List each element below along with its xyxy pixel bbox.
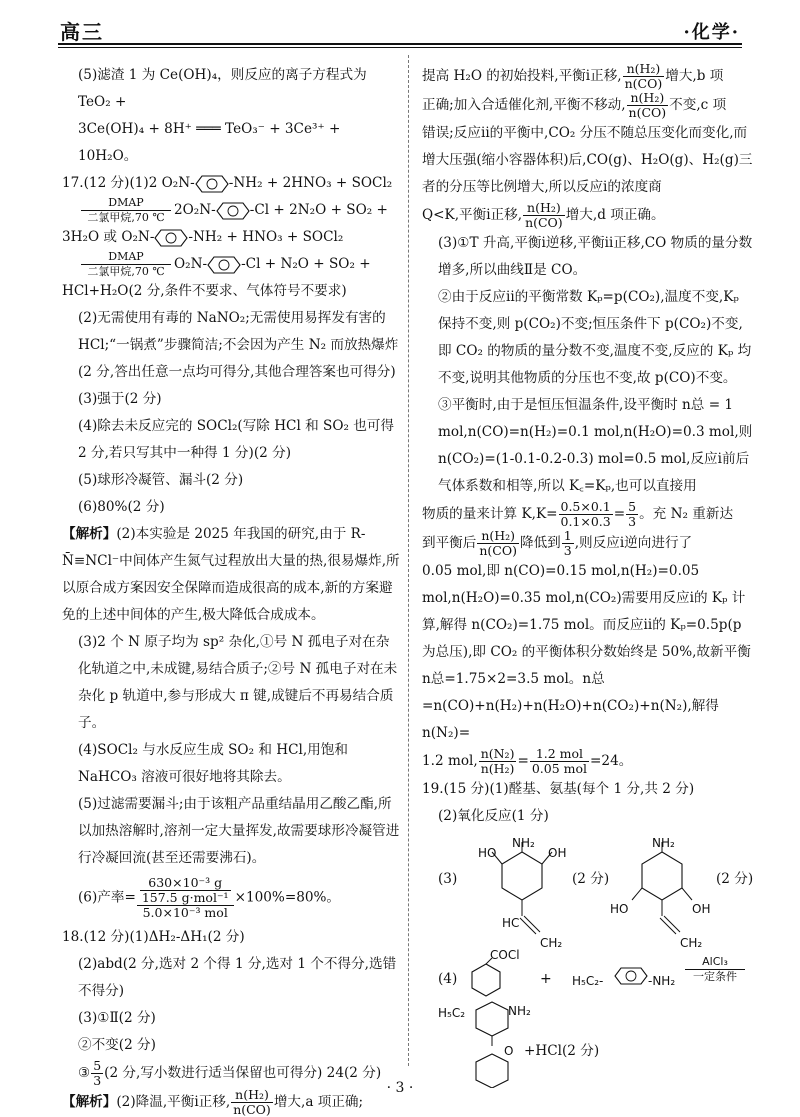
benzene-ring-icon xyxy=(154,228,188,248)
q18-3-analysis-1: (3)①T 升高,平衡ⅰ逆移,平衡ⅱ正移,CO 物质的量分数增多,所以曲线Ⅱ是 CO。 xyxy=(438,235,753,278)
q19-3-label: (3) xyxy=(438,871,458,887)
q18-3b: ②不变(2 分) xyxy=(78,1037,156,1053)
q18-analysis: 【解析】(2)降温,平衡ⅰ正移, $\frac{\text{n(H₂)}}{n(CO)}$ 增大,a 项正确; xyxy=(62,1087,364,1117)
q17-head-tail: -NH₂ + 2HNO₃ + SOCl₂ xyxy=(228,175,393,191)
q17-analysis-5: (5)过滤需要漏斗;由于该粗产品重结晶用乙酸乙酯,所以加热溶解时,溶剂一定大量挥发,故需要球形冷凝管进行冷凝回流(甚至还需要沸石)。 xyxy=(78,796,400,866)
q17-eq2-reactants: 3H₂O 或 O₂N- -NH₂ + HNO₃ + SOCl₂ xyxy=(62,224,400,251)
r-line3: 错误;反应ⅱ的平衡中,CO₂ 分压不随总压变化而变化,而增大压强(缩小容器体积)后,CO(g)、H₂O(g)、H₂(g)三者的分压等比例增大,所以反应ⅰ的浓度商 xyxy=(422,125,753,195)
benzene-ring-icon xyxy=(195,174,229,194)
header-rule-thin xyxy=(58,47,742,48)
q18-3c: ③ $\frac{5}{3}$ (2 分,写小数进行适当保留也可得分) 24(2 分) xyxy=(78,1058,382,1088)
r-line8: 物质的量来计算 K,K= $\frac{0.5\times 0.1}{0.1\times 0.3}$ = $\frac{5}{3}$ 。充 N₂ 重新达 xyxy=(422,499,734,529)
q17-eq-note: HCl+H₂O(2 分,条件不要求、气体符号不要求) xyxy=(62,283,347,299)
yield-fraction: $\frac{\frac{\text{630×10⁻³ g}}{\text{157.5 g·mol⁻¹}}}{\text{5.0×10⁻³ mol}}$ xyxy=(137,876,234,920)
q17-analysis-4: (4)SOCl₂ 与水反应生成 SO₂ 和 HCl,用饱和 NaHCO₃ 溶液可很好地将其除去。 xyxy=(78,742,348,785)
page-header xyxy=(60,12,740,42)
r-line4: Q<K,平衡ⅰ正移, $\frac{\text{n(H₂)}}{n(CO)}$ 增大,d 项正确。 xyxy=(422,200,665,230)
column-divider xyxy=(408,55,409,1066)
q18-3-analysis-3: ③平衡时,由于是恒压恒温条件,设平衡时 n总 = 1 mol,n(CO)=n(H₂)=0.1 mol,n(H₂O)=0.3 mol,则 n(CO₂)=(1-0.1-0.2-0.3) mol=0.5 mol,反应ⅰ前后气体系数和相等,所以 K꜀=Kₚ,也可以直接用 xyxy=(438,397,753,494)
q17-2: (2)无需使用有毒的 NaNO₂;无需使用易挥发有害的 HCl;“一锅煮”步骤简洁;不会因为产生 N₂ 而放热爆炸(2 分,答出任意一点均可得分,其他合理答案也可得分) xyxy=(78,310,399,380)
reaction-arrow-2: DMAP 二氯甲烷,70 ℃ xyxy=(81,251,171,278)
q16-5-line2: 3Ce(OH)₄ + 8H⁺ ═══ TeO₃⁻ + 3Ce³⁺ + 10H₂O。 xyxy=(78,121,341,164)
q17-eq2-products: DMAP 二氯甲烷,70 ℃ O₂N- -Cl + N₂O + SO₂ + xyxy=(62,251,400,278)
q17-eq1-reactants xyxy=(62,170,400,197)
q17-eq1-products: DMAP 二氯甲烷,70 ℃ 2O₂N- -Cl + 2N₂O + SO₂ + xyxy=(62,197,400,224)
q17-head: 17.(12 分)(1)2 O₂N- xyxy=(62,175,195,191)
q17-6: (6)80%(2 分) xyxy=(78,499,165,515)
q16-5-line1: (5)滤渣 1 为 Ce(OH)₄，则反应的离子方程式为 TeO₂ + xyxy=(78,67,367,110)
q18-2: (2)abd(2 分,选对 2 个得 1 分,选对 1 个不得分,选错不得分) xyxy=(78,956,397,999)
q17-5: (5)球形冷凝管、漏斗(2 分) xyxy=(78,472,244,488)
q19-3-structures: (3) NH₂ HO OH HC CH₂ (2 分) NH₂ HO OH CH₂ (2 分) xyxy=(422,830,756,948)
q17-4: (4)除去未反应完的 SOCl₂(写除 HCl 和 SO₂ 也可得 2 分,若只写其中一种得 1 分)(2 分) xyxy=(78,418,395,461)
q19-4-reaction: (4) COCl + H₅C₂- -NH₂ AlCl₃ 一定条件 xyxy=(422,948,756,998)
q17-analysis-3: (3)2 个 N 原子均为 sp² 杂化,①号 N 孤电子对在杂化轨道之中,未成键,易结合质子;②号 N 孤电子对在未杂化 p 轨道中,参与形成大 π 键,成键后不再易结合质子。 xyxy=(78,634,398,731)
benzene-ring-icon xyxy=(207,255,241,275)
grade-label: 高三 xyxy=(60,20,104,44)
r-line1: 提高 H₂O 的初始投料,平衡ⅰ正移, $\frac{\text{n(H₂)}}{n(CO)}$ 增大,b 项 xyxy=(422,61,724,91)
r-line11: 1.2 mol, $\frac{\text{n(N₂)}}{\text{n(H₂)}}$ = $\frac{\text{1.2 mol}}{\text{0.05 mol}}$ =24。 xyxy=(422,746,633,776)
q18-3a: (3)①Ⅱ(2 分) xyxy=(78,1010,156,1026)
q18-3-analysis-2: ②由于反应ⅱ的平衡常数 Kₚ=p(CO₂),温度不变,Kₚ 保持不变,则 p(CO₂)不变;恒压条件下 p(CO₂)不变,即 CO₂ 的物质的量分数不变,温度不变,反应的 Kₚ 均不变,说明其他物质的分压也不变,故 p(CO)不变。 xyxy=(438,289,752,386)
q19-1: 19.(15 分)(1)醛基、氨基(每个 1 分,共 2 分) xyxy=(422,781,695,797)
header-rule-thick xyxy=(58,43,742,45)
benzene-ring-icon xyxy=(614,966,648,986)
r-line2: 正确;加入合适催化剂,平衡不移动, $\frac{\text{n(H₂)}}{n(CO)}$ 不变,c 项 xyxy=(422,90,727,120)
left-column xyxy=(62,62,400,1117)
q17-yield: (6)产率= $\frac{\frac{\text{630×10⁻³ g}}{\text{157.5 g·mol⁻¹}}}{\text{5.0×10⁻³ mol}}$ ×100%=80%。 xyxy=(78,875,341,920)
subject-label: ·化学· xyxy=(683,22,740,43)
reaction-arrow-1: DMAP 二氯甲烷,70 ℃ xyxy=(81,197,171,224)
analysis-label: 【解析】 xyxy=(62,526,117,542)
r-line9: 到平衡后 $\frac{\text{n(H₂)}}{n(CO)}$ 降低到 $\frac{1}{3}$ ,则反应ⅰ逆向进行了 xyxy=(422,528,693,558)
q19-4-product: H₅C₂ NH₂ O +HCl(2 分) xyxy=(422,998,756,1088)
q18-1: 18.(12 分)(1)ΔH₂-ΔH₁(2 分) xyxy=(62,929,245,945)
q17-analysis-2: 【解析】(2)本实验是 2025 年我国的研究,由于 R-N̄≡NCl⁻中间体产生氮气过程放出大量的热,很易爆炸,所以原合成方案因安全保障而造成很高的成本,新的方案避免的上述中间体的产生,极大降低合成成本。 xyxy=(62,526,400,623)
r-line10: 0.05 mol,即 n(CO)=0.15 mol,n(H₂)=0.05 mol,n(H₂O)=0.35 mol,n(CO₂)需要用反应ⅰ的 Kₚ 计算,解得 n(CO₂)=1.75 mol。而反应ⅱ的 Kₚ=0.5p(p 为总压),即 CO₂ 的平衡体积分数始终是 50%,故新平衡 n总=1.75×2=3.5 mol。n总=n(CO)+n(H₂)+n(H₂O)+n(CO₂)+n(N₂),解得 n(N₂)= xyxy=(422,563,751,741)
page-number: · 3 · xyxy=(386,1080,414,1096)
right-column xyxy=(422,62,756,1088)
reaction-arrow-3: AlCl₃ 一定条件 xyxy=(685,956,745,983)
q17-3: (3)强于(2 分) xyxy=(78,391,162,407)
q19-2: (2)氧化反应(1 分) xyxy=(438,808,549,824)
benzene-ring-icon xyxy=(216,201,250,221)
